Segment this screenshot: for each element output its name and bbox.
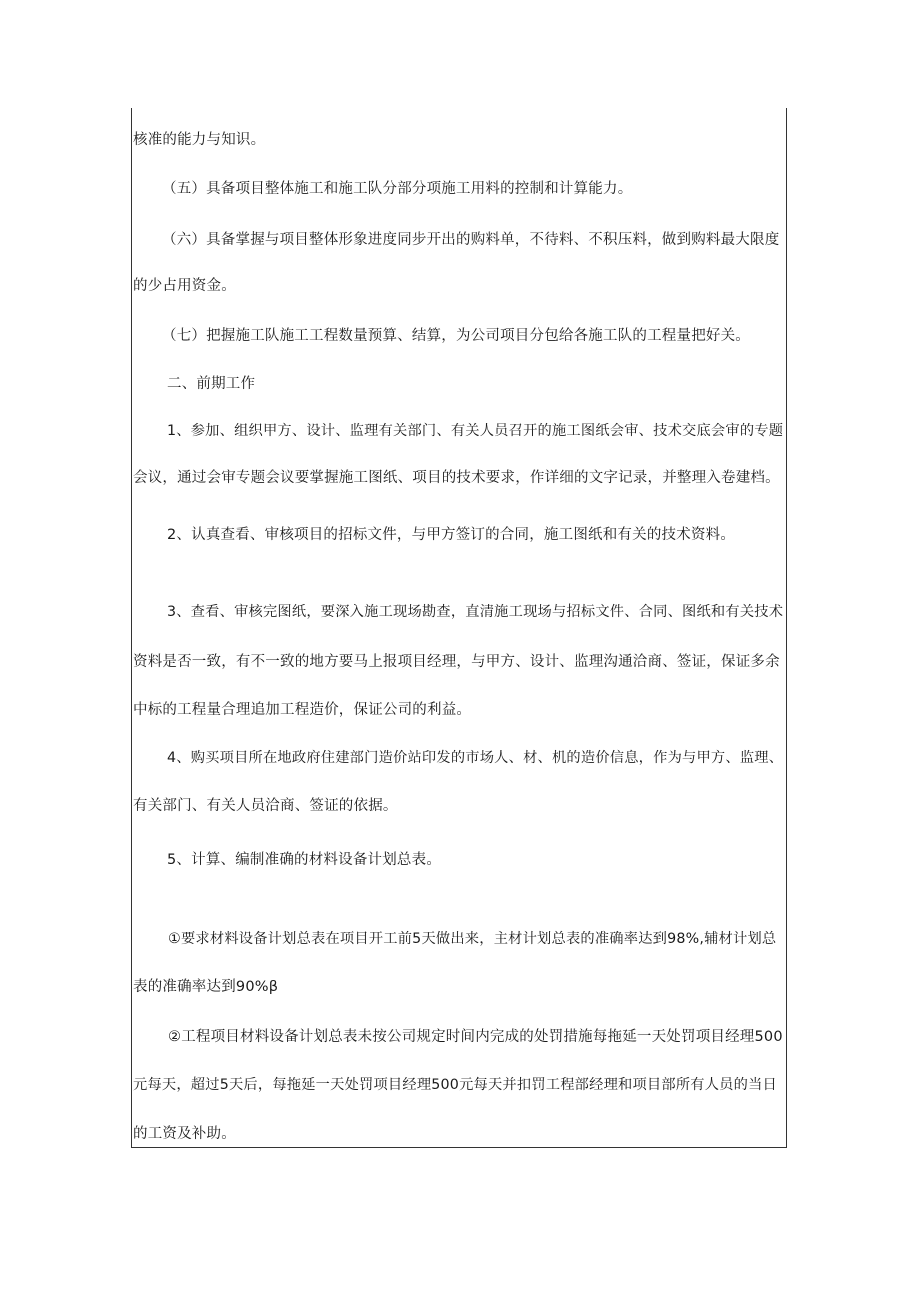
text-line-1: 核准的能力与知识。 (133, 132, 266, 148)
text-line-point-1-cont: 会议，通过会审专题会议要掌握施工图纸、项目的技术要求，作详细的文字记录，并整理入卷建档。 (133, 470, 780, 486)
text-line-point-3-cont-1: 资料是否一致，有不一致的地方要马上报项目经理，与甲方、设计、监理沟通洽商、签证，保证多余 (133, 654, 780, 670)
text-line-item-6: （六）具备掌握与项目整体形象进度同步开出的购料单，不待料、不积压料，做到购料最大限度 (162, 232, 780, 248)
text-line-point-5: 5、计算、编制准确的材料设备计划总表。 (167, 852, 442, 868)
text-line-point-4: 4、购买项目所在地政府住建部门造价站印发的市场人、材、机的造价信息，作为与甲方、监理、 (167, 750, 784, 766)
text-line-subpoint-2-cont-2: 的工资及补助。 (133, 1126, 236, 1142)
section-heading-preliminary-work: 二、前期工作 (167, 376, 256, 392)
text-line-item-6-cont: 的少占用资金。 (133, 278, 236, 294)
text-line-point-2: 2、认真查看、审核项目的招标文件，与甲方签订的合同，施工图纸和有关的技术资料。 (167, 527, 736, 543)
text-line-point-1: 1、参加、组织甲方、设计、监理有关部门、有关人员召开的施工图纸会审、技术交底会审的专题 (167, 423, 784, 439)
text-line-point-3-cont-2: 中标的工程量合理追加工程造价，保证公司的利益。 (133, 702, 472, 718)
text-line-item-5: （五）具备项目整体施工和施工队分部分项施工用料的控制和计算能力。 (162, 181, 633, 197)
text-line-point-3: 3、查看、审核完图纸，要深入施工现场勘查，直清施工现场与招标文件、合同、图纸和有关技术 (167, 604, 784, 620)
text-line-subpoint-2-cont-1: 元每天，超过5天后，每拖延一天处罚项目经理500元每天并扣罚工程部经理和项目部所有人员的当日 (133, 1077, 777, 1093)
text-line-subpoint-1: ①要求材料设备计划总表在项目开工前5天做出来，主材计划总表的准确率达到98%,辅材计划总 (168, 931, 777, 947)
text-line-point-4-cont: 有关部门、有关人员洽商、签证的依据。 (133, 798, 398, 814)
text-line-subpoint-2: ②工程项目材料设备计划总表未按公司规定时间内完成的处罚措施每拖延一天处罚项目经理500 (168, 1029, 783, 1045)
text-line-item-7: （七）把握施工队施工工程数量预算、结算，为公司项目分包给各施工队的工程量把好关。 (162, 328, 750, 344)
text-line-subpoint-1-cont: 表的准确率达到90%β (133, 979, 279, 995)
